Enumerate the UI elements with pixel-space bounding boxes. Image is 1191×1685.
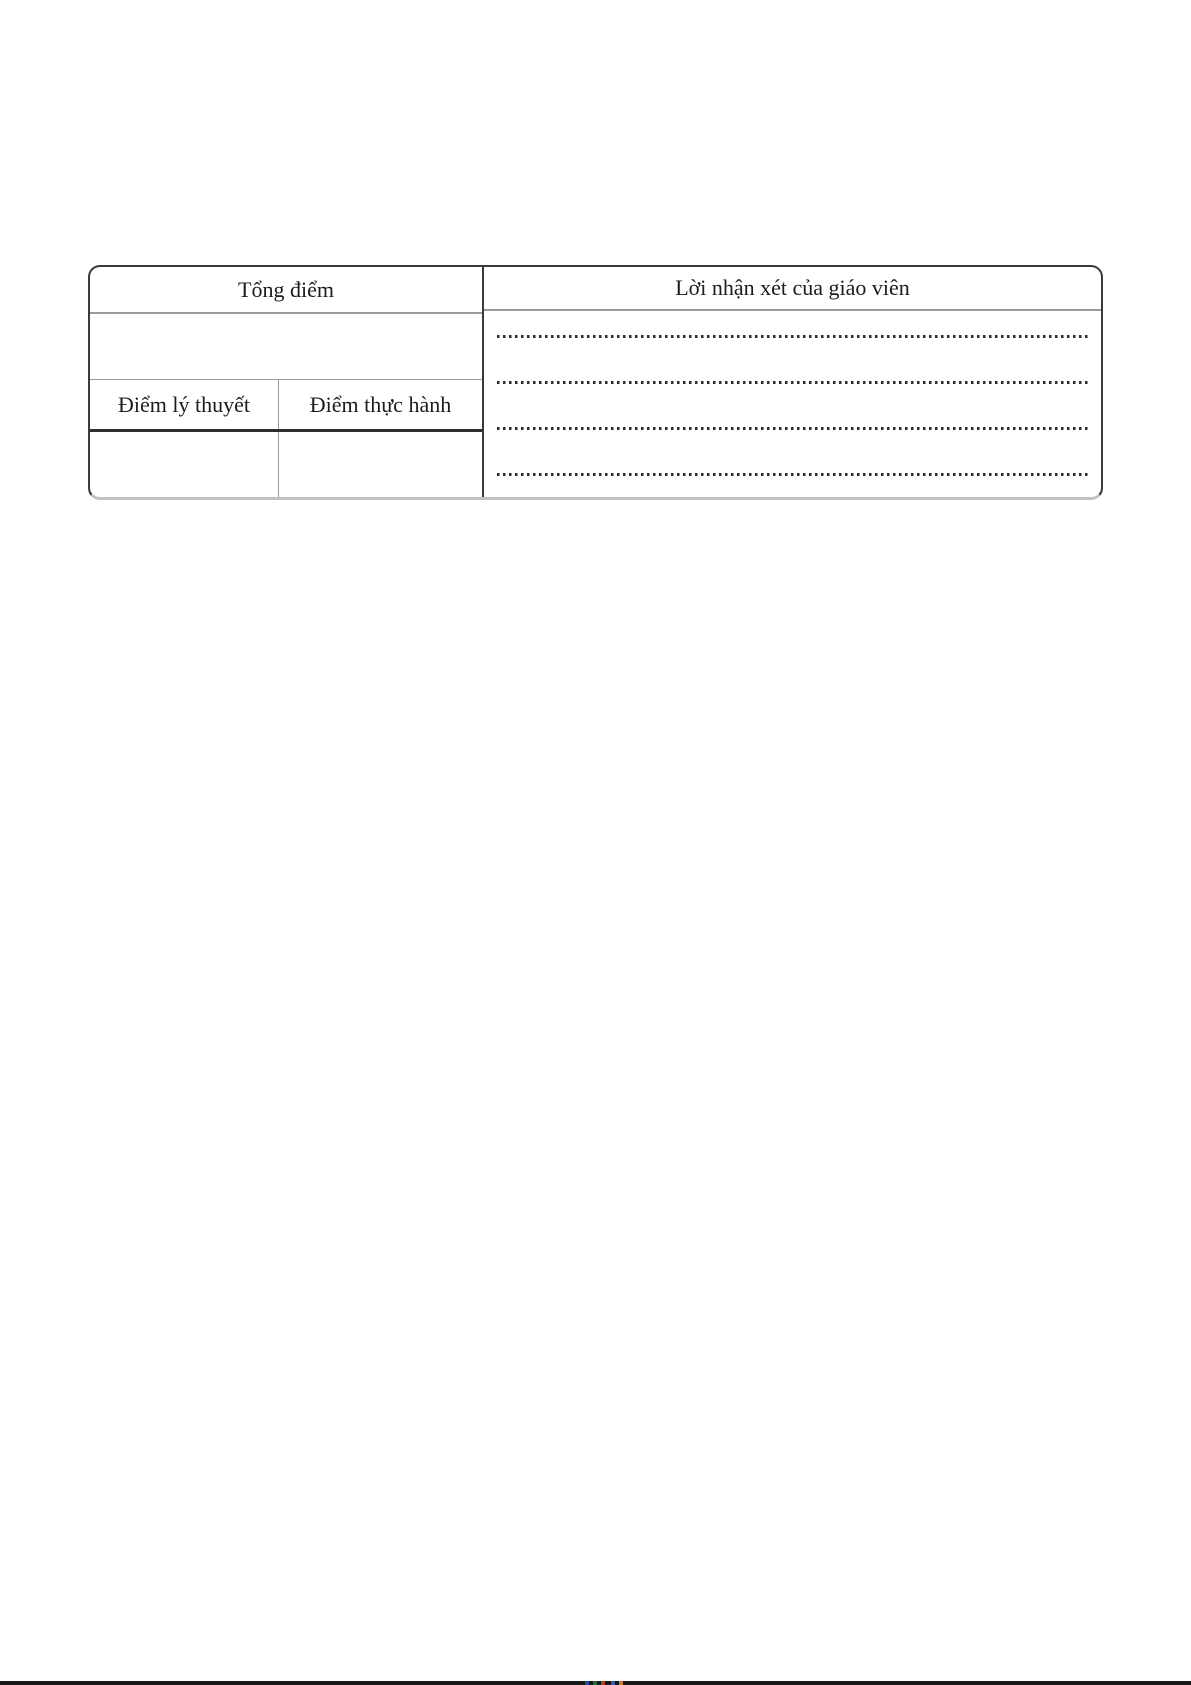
dotted-leader-line (497, 473, 1089, 476)
comment-line (497, 405, 1089, 451)
comment-section (482, 267, 1101, 497)
comment-line (497, 313, 1089, 359)
comment-line (497, 359, 1089, 405)
total-score-value-cell (90, 314, 482, 380)
comment-line (497, 451, 1089, 497)
dotted-leader-line (497, 427, 1089, 430)
theory-score-value-cell (90, 432, 278, 497)
dotted-leader-line (497, 335, 1089, 338)
teacher-comment-area (484, 311, 1101, 497)
page-edge-specks (585, 1681, 627, 1685)
score-section (90, 267, 482, 497)
practice-score-value-cell (278, 432, 482, 497)
total-score-header: Tổng điểm (90, 267, 482, 314)
score-comment-table (88, 265, 1103, 500)
practice-score-header: Điểm thực hành (278, 380, 482, 429)
theory-score-header: Điểm lý thuyết (118, 391, 250, 417)
sub-header-row (90, 380, 482, 432)
sub-value-row (90, 432, 482, 497)
dotted-leader-line (497, 381, 1089, 384)
teacher-comment-header: Lời nhận xét của giáo viên (484, 267, 1101, 311)
